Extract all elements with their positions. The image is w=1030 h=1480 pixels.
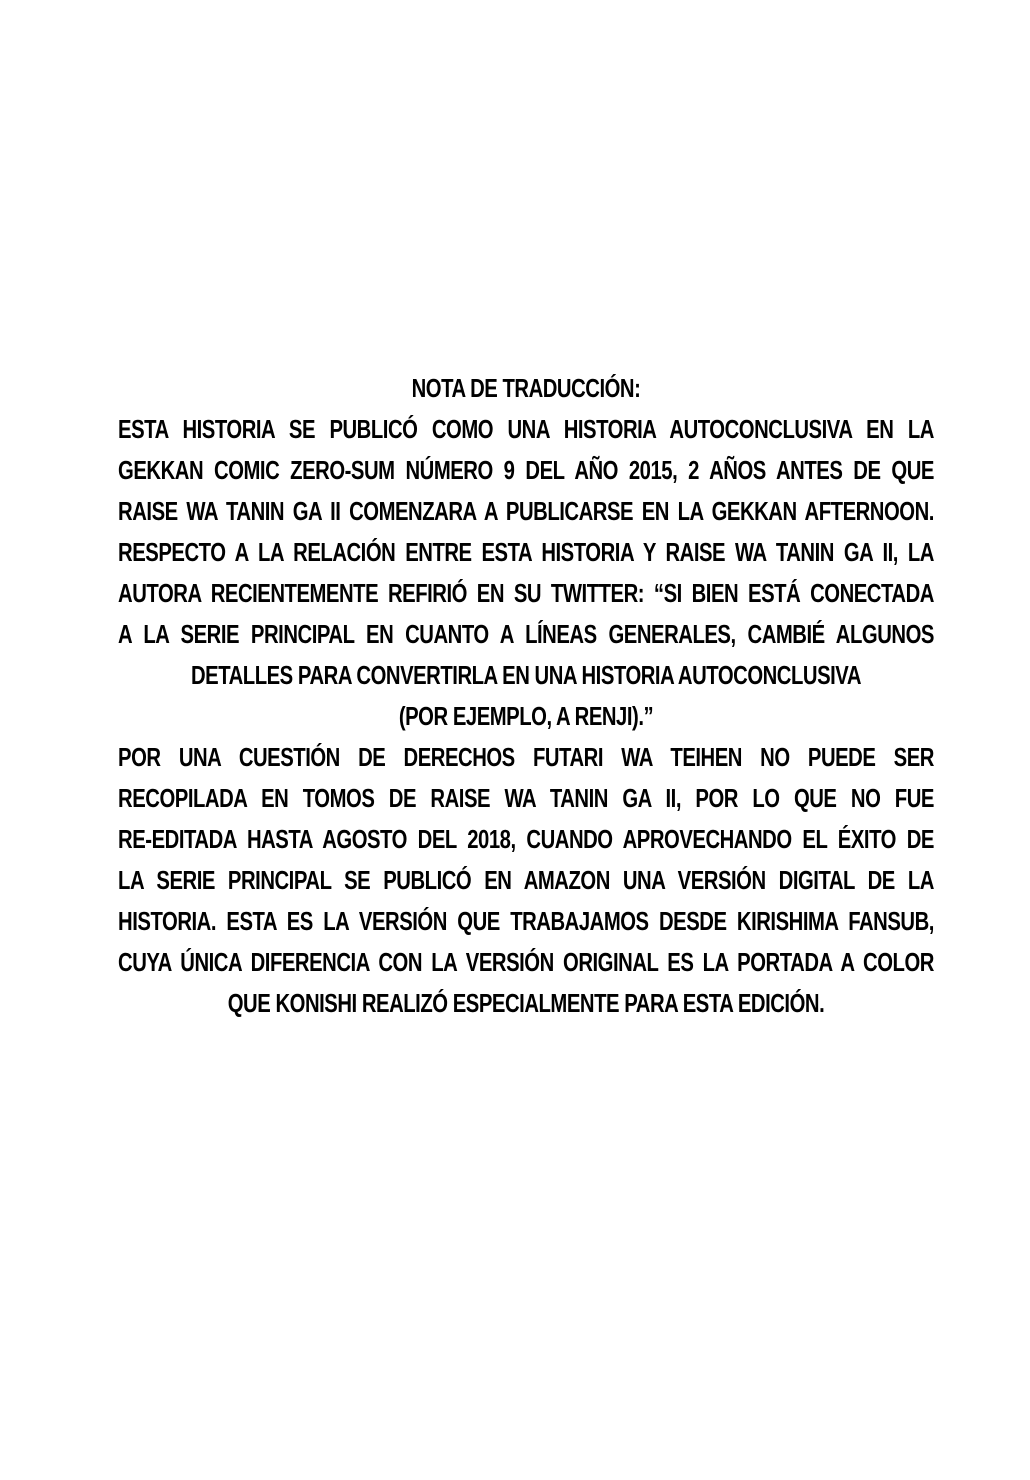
note-line: QUE KONISHI REALIZÓ ESPECIALMENTE PARA ESTA EDICIÓN.	[227, 988, 825, 1018]
note-line: (POR EJEMPLO, A RENJI).”	[398, 701, 654, 731]
note-line: A LA SERIE PRINCIPAL EN CUANTO A LÍNEAS GENERALES, CAMBIÉ ALGUNOS	[118, 619, 934, 649]
note-line: DETALLES PARA CONVERTIRLA EN UNA HISTORIA AUTOCONCLUSIVA	[190, 660, 862, 690]
note-line: RECOPILADA EN TOMOS DE RAISE WA TANIN GA II, POR LO QUE NO FUE	[118, 783, 934, 813]
note-title: NOTA DE TRADUCCIÓN:	[411, 373, 641, 403]
note-line: LA SERIE PRINCIPAL SE PUBLICÓ EN AMAZON UNA VERSIÓN DIGITAL DE LA	[118, 865, 934, 895]
note-line: HISTORIA. ESTA ES LA VERSIÓN QUE TRABAJAMOS DESDE KIRISHIMA FANSUB,	[118, 906, 934, 936]
note-line: AUTORA RECIENTEMENTE REFIRIÓ EN SU TWITTER: “SI BIEN ESTÁ CONECTADA	[118, 578, 934, 608]
note-line: ESTA HISTORIA SE PUBLICÓ COMO UNA HISTORIA AUTOCONCLUSIVA EN LA	[118, 414, 934, 444]
translation-note	[118, 368, 934, 1024]
translation-note-body	[118, 368, 934, 1024]
note-line: CUYA ÚNICA DIFERENCIA CON LA VERSIÓN ORIGINAL ES LA PORTADA A COLOR	[118, 947, 934, 977]
note-line: RESPECTO A LA RELACIÓN ENTRE ESTA HISTORIA Y RAISE WA TANIN GA II, LA	[118, 537, 934, 567]
note-line: POR UNA CUESTIÓN DE DERECHOS FUTARI WA TEIHEN NO PUEDE SER	[118, 742, 934, 772]
note-line: RAISE WA TANIN GA II COMENZARA A PUBLICARSE EN LA GEKKAN AFTERNOON.	[118, 496, 934, 526]
note-line: GEKKAN COMIC ZERO-SUM NÚMERO 9 DEL AÑO 2015, 2 AÑOS ANTES DE QUE	[118, 455, 934, 485]
note-line: RE-EDITADA HASTA AGOSTO DEL 2018, CUANDO APROVECHANDO EL ÉXITO DE	[118, 824, 934, 854]
